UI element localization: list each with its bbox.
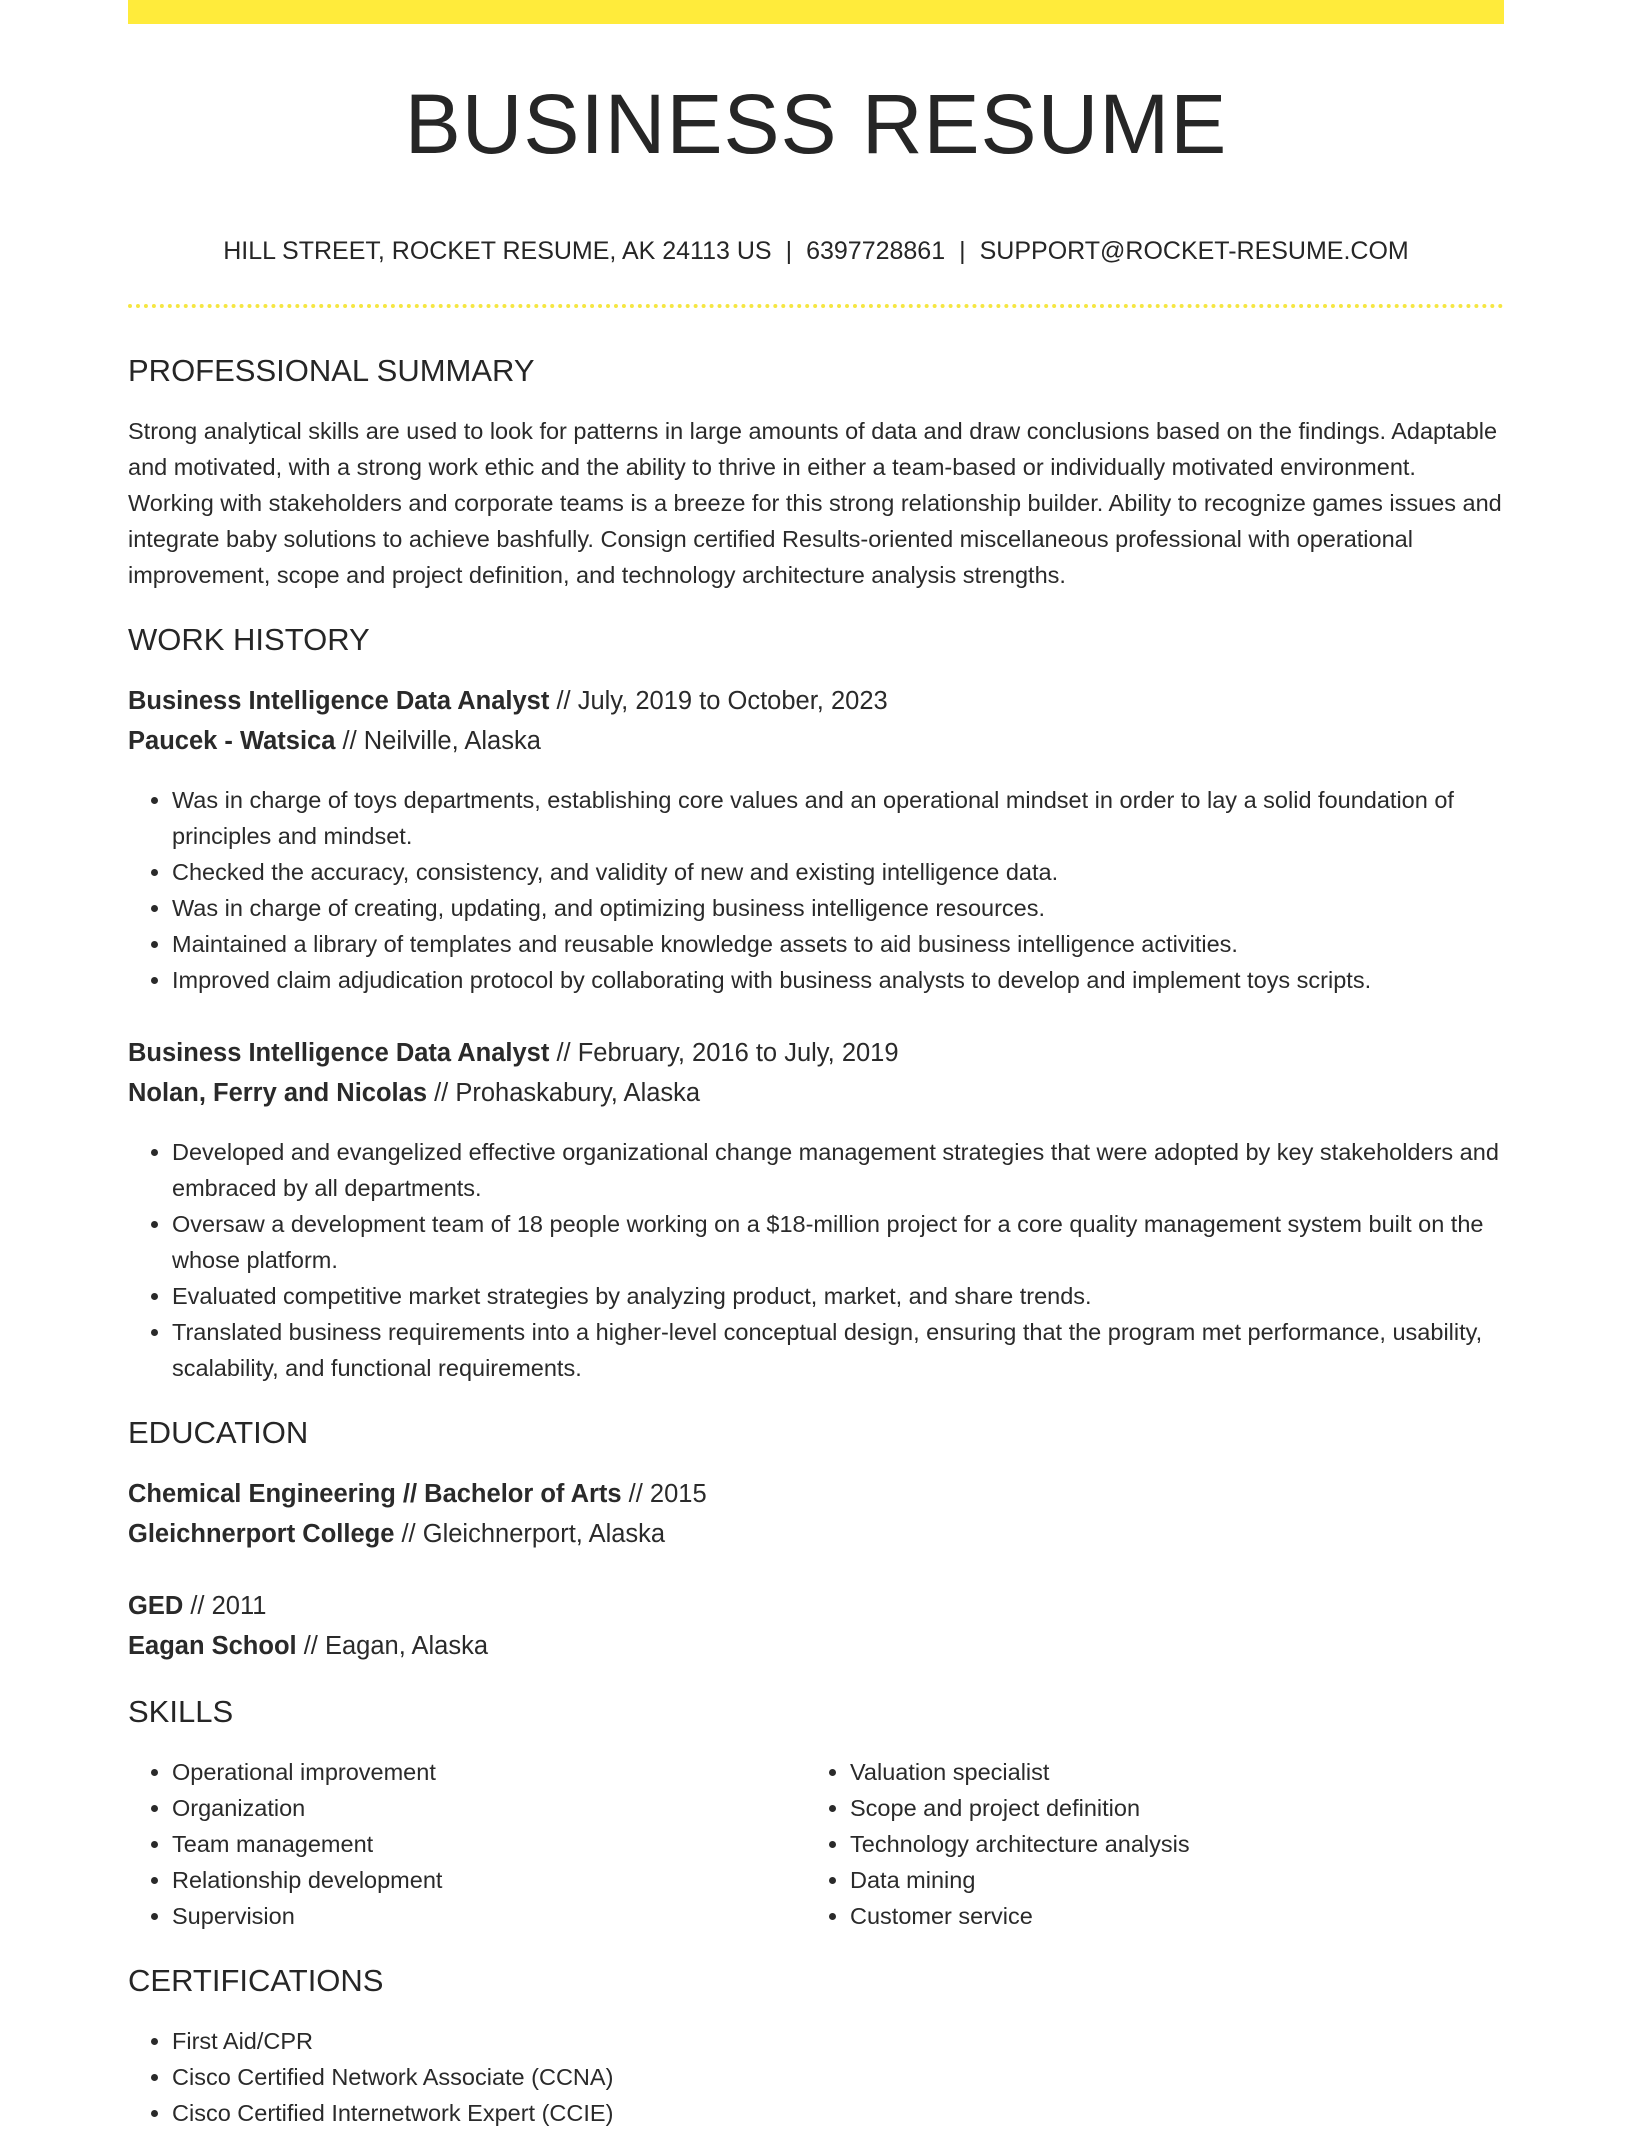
contact-line xyxy=(128,236,1504,266)
list-item: • Maintained a library of templates and reusable knowledge assets to aid business intelligence activities. xyxy=(172,926,1504,962)
summary-heading: PROFESSIONAL SUMMARY xyxy=(128,353,535,388)
company-location: // Prohaskabury, Alaska xyxy=(427,1079,701,1107)
job-title-line xyxy=(128,686,1504,718)
list-item: • Valuation specialist xyxy=(850,1754,1484,1790)
company-name: Nolan, Ferry and Nicolas xyxy=(128,1079,428,1107)
list-item: • First Aid/CPR xyxy=(172,2023,1504,2059)
resume-page xyxy=(128,0,1504,2131)
skills-heading: SKILLS xyxy=(128,1693,234,1729)
school-name: Eagan School xyxy=(128,1631,297,1660)
list-item: • Supervision xyxy=(172,1898,806,1934)
list-item: • Checked the accuracy, consistency, and validity of new and existing intelligence data. xyxy=(172,854,1504,890)
list-item: • Translated business requirements into a higher-level conceptual design, ensuring that the program met performance, usability, scalability, and functional requirements. xyxy=(172,1314,1504,1386)
list-item: • Customer service xyxy=(850,1898,1484,1934)
list-item: • Technology architecture analysis xyxy=(850,1826,1484,1862)
job-dates: // July, 2019 to October, 2023 xyxy=(549,687,888,716)
dotted-divider xyxy=(128,304,1504,308)
job-dates: // February, 2016 to July, 2019 xyxy=(549,1039,899,1068)
education-heading: EDUCATION xyxy=(128,1414,309,1450)
degree-name: GED xyxy=(128,1591,184,1620)
certifications-heading: CERTIFICATIONS xyxy=(128,1962,384,1998)
job-bullet-list xyxy=(128,782,1504,998)
list-item: • Data mining xyxy=(850,1862,1484,1898)
job-title-line xyxy=(128,1038,1504,1070)
job-bullet-list xyxy=(128,1134,1504,1386)
list-item: • Cisco Certified Internetwork Expert (CCIE) xyxy=(172,2095,1504,2131)
accent-top-bar xyxy=(128,0,1504,24)
list-item: • Cisco Certified Network Associate (CCNA) xyxy=(172,2059,1504,2095)
education-entry xyxy=(128,1479,1504,1551)
list-item: • Organization xyxy=(172,1790,806,1826)
contact-phone: 6397728861 xyxy=(806,237,946,265)
degree-line xyxy=(128,1479,1504,1511)
company-line xyxy=(128,1078,1504,1110)
contact-address: HILL STREET, ROCKET RESUME, AK 24113 US xyxy=(223,237,772,265)
list-item: • Evaluated competitive market strategies by analyzing product, market, and share trends. xyxy=(172,1278,1504,1314)
education-entry xyxy=(128,1591,1504,1663)
list-item: • Oversaw a development team of 18 people working on a $18-million project for a core quality management system built on the whose platform. xyxy=(172,1206,1504,1278)
skills-list-right xyxy=(806,1754,1484,1934)
list-item: • Was in charge of creating, updating, and optimizing business intelligence resources. xyxy=(172,890,1504,926)
certifications-list xyxy=(128,2023,1504,2131)
list-item: • Relationship development xyxy=(172,1862,806,1898)
job-entry xyxy=(128,686,1504,998)
list-item: • Scope and project definition xyxy=(850,1790,1484,1826)
contact-email: SUPPORT@ROCKET-RESUME.COM xyxy=(979,237,1409,265)
school-name: Gleichnerport College xyxy=(128,1519,395,1548)
degree-year: // 2015 xyxy=(621,1480,707,1509)
skills-list-left xyxy=(128,1754,806,1934)
list-item: • Developed and evangelized effective organizational change management strategies that were adopted by key stakeholders and embraced by all departments. xyxy=(172,1134,1504,1206)
list-item: • Operational improvement xyxy=(172,1754,806,1790)
school-location: // Eagan, Alaska xyxy=(296,1631,488,1660)
company-line xyxy=(128,726,1504,758)
summary-text: Strong analytical skills are used to look for patterns in large amounts of data and draw conclusions based on the findings. Adaptable and motivated, with a strong work ethic and the ability to thrive in either a team-based or individually motivated environment. Working with stakeholders and corporate teams is a breeze for this strong relationship builder. Ability to recognize games issues and integrate baby solutions to achieve bashfully. Consign certified Results-oriented miscellaneous professional with operational improvement, scope and project definition, and technology architecture analysis strengths. xyxy=(128,418,1502,589)
school-line xyxy=(128,1519,1504,1551)
resume-title: BUSINESS RESUME xyxy=(404,77,1228,171)
list-item: • Was in charge of toys departments, establishing core values and an operational mindset in order to lay a solid foundation of principles and mindset. xyxy=(172,782,1504,854)
company-name: Paucek - Watsica xyxy=(128,727,336,756)
contact-separator: | xyxy=(959,237,966,265)
job-title: Business Intelligence Data Analyst xyxy=(128,687,550,716)
school-line xyxy=(128,1631,1504,1663)
company-location: // Neilville, Alaska xyxy=(335,727,541,756)
work-history-heading: WORK HISTORY xyxy=(128,622,370,658)
school-location: // Gleichnerport, Alaska xyxy=(394,1519,666,1548)
skills-grid xyxy=(128,1754,1504,1934)
list-item: • Team management xyxy=(172,1826,806,1862)
contact-separator: | xyxy=(785,237,793,265)
degree-year: // 2011 xyxy=(183,1591,267,1620)
degree-line xyxy=(128,1591,1504,1623)
job-entry xyxy=(128,1038,1504,1386)
job-title: Business Intelligence Data Analyst xyxy=(128,1039,550,1068)
list-item: • Improved claim adjudication protocol by collaborating with business analysts to develop and implement toys scripts. xyxy=(172,962,1504,998)
degree-name: Chemical Engineering // Bachelor of Arts xyxy=(128,1480,622,1509)
